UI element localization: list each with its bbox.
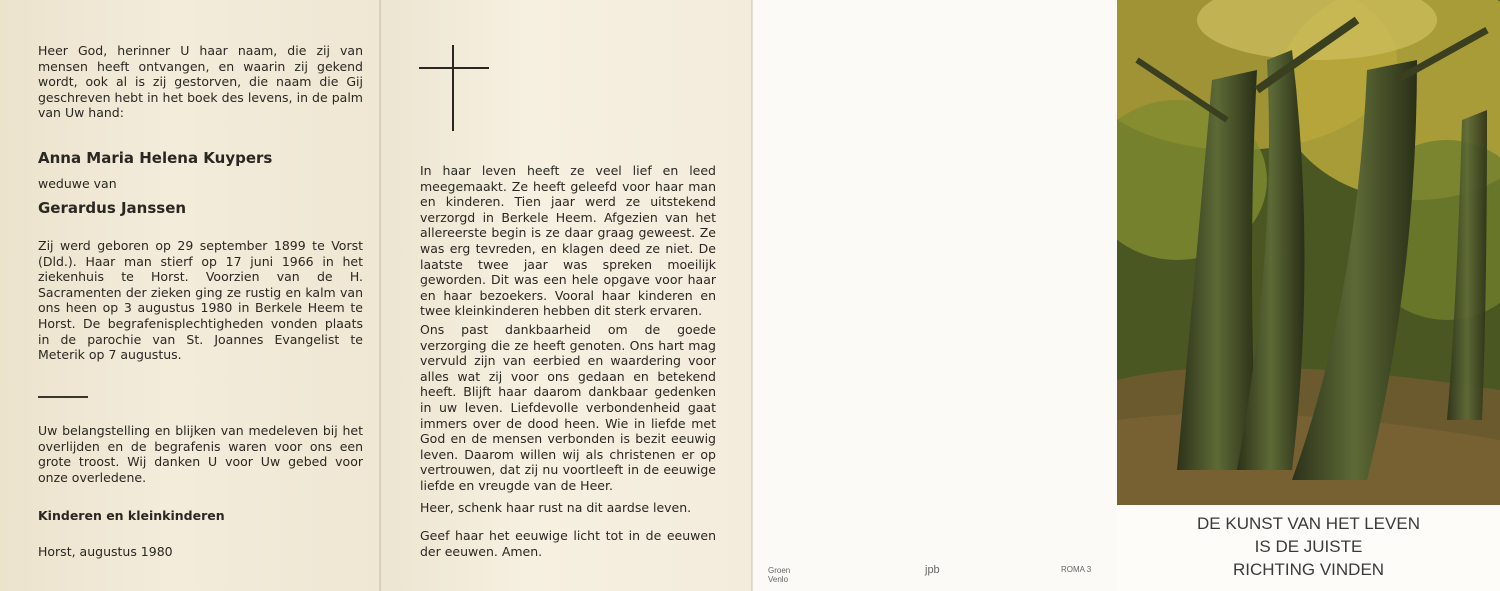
life-paragraph: In haar leven heeft ze veel lief en leed meegemaakt. Ze heeft geleefd voor haar man en kinderen. Tien jaar werd ze uitstekend verzorgd in Berkele Heem. Afgezien van het allereerste begin is ze daar graag geweest. Ze was erg tevreden, en klagen deed ze niet. De laatste twee jaar was spreken moeilijk geworden. Dit was een hele opgave voor haar en haar bezoekers. Vooral haar kinderen en twee kleinkinderen hebben dit sterk ervaren. [420,163,716,319]
separator-dash [38,396,88,398]
forest-illustration [1117,0,1500,505]
front-caption [1117,512,1500,581]
caption-line: DE KUNST VAN HET LEVEN [1197,514,1420,533]
cross-icon [452,45,454,131]
caption-line: IS DE JUISTE [1254,537,1363,556]
light-prayer: Geef haar het eeuwige licht tot in de eeuwen der eeuwen. Amen. [420,528,716,559]
signature: Kinderen en kleinkinderen [38,508,225,523]
deceased-name: Anna Maria Helena Kuypers [38,149,273,167]
thanks-text: Uw belangstelling en blijken van medeleven bij het overlijden en de begrafenis waren voor ons een grote troost. Wij danken U voor Uw gebed voor onze overledene. [38,423,363,485]
rest-prayer: Heer, schenk haar rust na dit aardse leven. [420,500,692,515]
fold-line [379,0,381,591]
fold-line [751,0,753,591]
printer-imprint [768,566,790,584]
printer-city: Venlo [768,575,789,584]
printer-name: Groen [768,566,791,575]
cross-icon [419,67,489,69]
spouse-name: Gerardus Janssen [38,199,187,217]
blank-back-panel [752,0,1117,591]
series-code: ROMA 3 [1061,565,1092,574]
biography-text: Zij werd geboren op 29 september 1899 te Vorst (Dld.). Haar man stierf op 17 juni 1966 in het ziekenhuis te Horst. Voorzien van de H. Sacramenten der zieken ging ze rustig en kalm van ons heen op 3 augustus 1980 in Berkele Heem te Horst. De begrafenisplechtigheden vonden plaats in de parochie van St. Joannes Evangelist te Meterik op 7 augustus. [38,238,363,363]
place-date: Horst, augustus 1980 [38,544,173,559]
gratitude-paragraph: Ons past dankbaarheid om de goede verzorging die ze heeft genoten. Ons hart mag vervuld zijn van eerbied en waardering voor alles wat zij voor ons gedaan en betekend heeft. Blijft haar daarom dankbaar gedenken in uw leven. Liefdevolle verbondenheid gaat immers over de dood heen. Wie in liefde met God en de mensen verbonden is bezit eeuwig leven. Daarom willen wij als christenen er op vertrouwen, dat zij nu voortleeft in de eeuwige liefde en vreugde van de Heer. [420,322,716,493]
initials-mark: jpb [925,564,940,576]
caption-line: RICHTING VINDEN [1232,560,1385,579]
widow-of-label: weduwe van [38,176,117,191]
opening-prayer: Heer God, herinner U haar naam, die zij van mensen heeft ontvangen, en waarin zij gekend wordt, ook al is zij gestorven, die naam die Gij geschreven hebt in het boek des levens, in de palm van Uw hand: [38,43,363,121]
forest-photo [1117,0,1500,505]
